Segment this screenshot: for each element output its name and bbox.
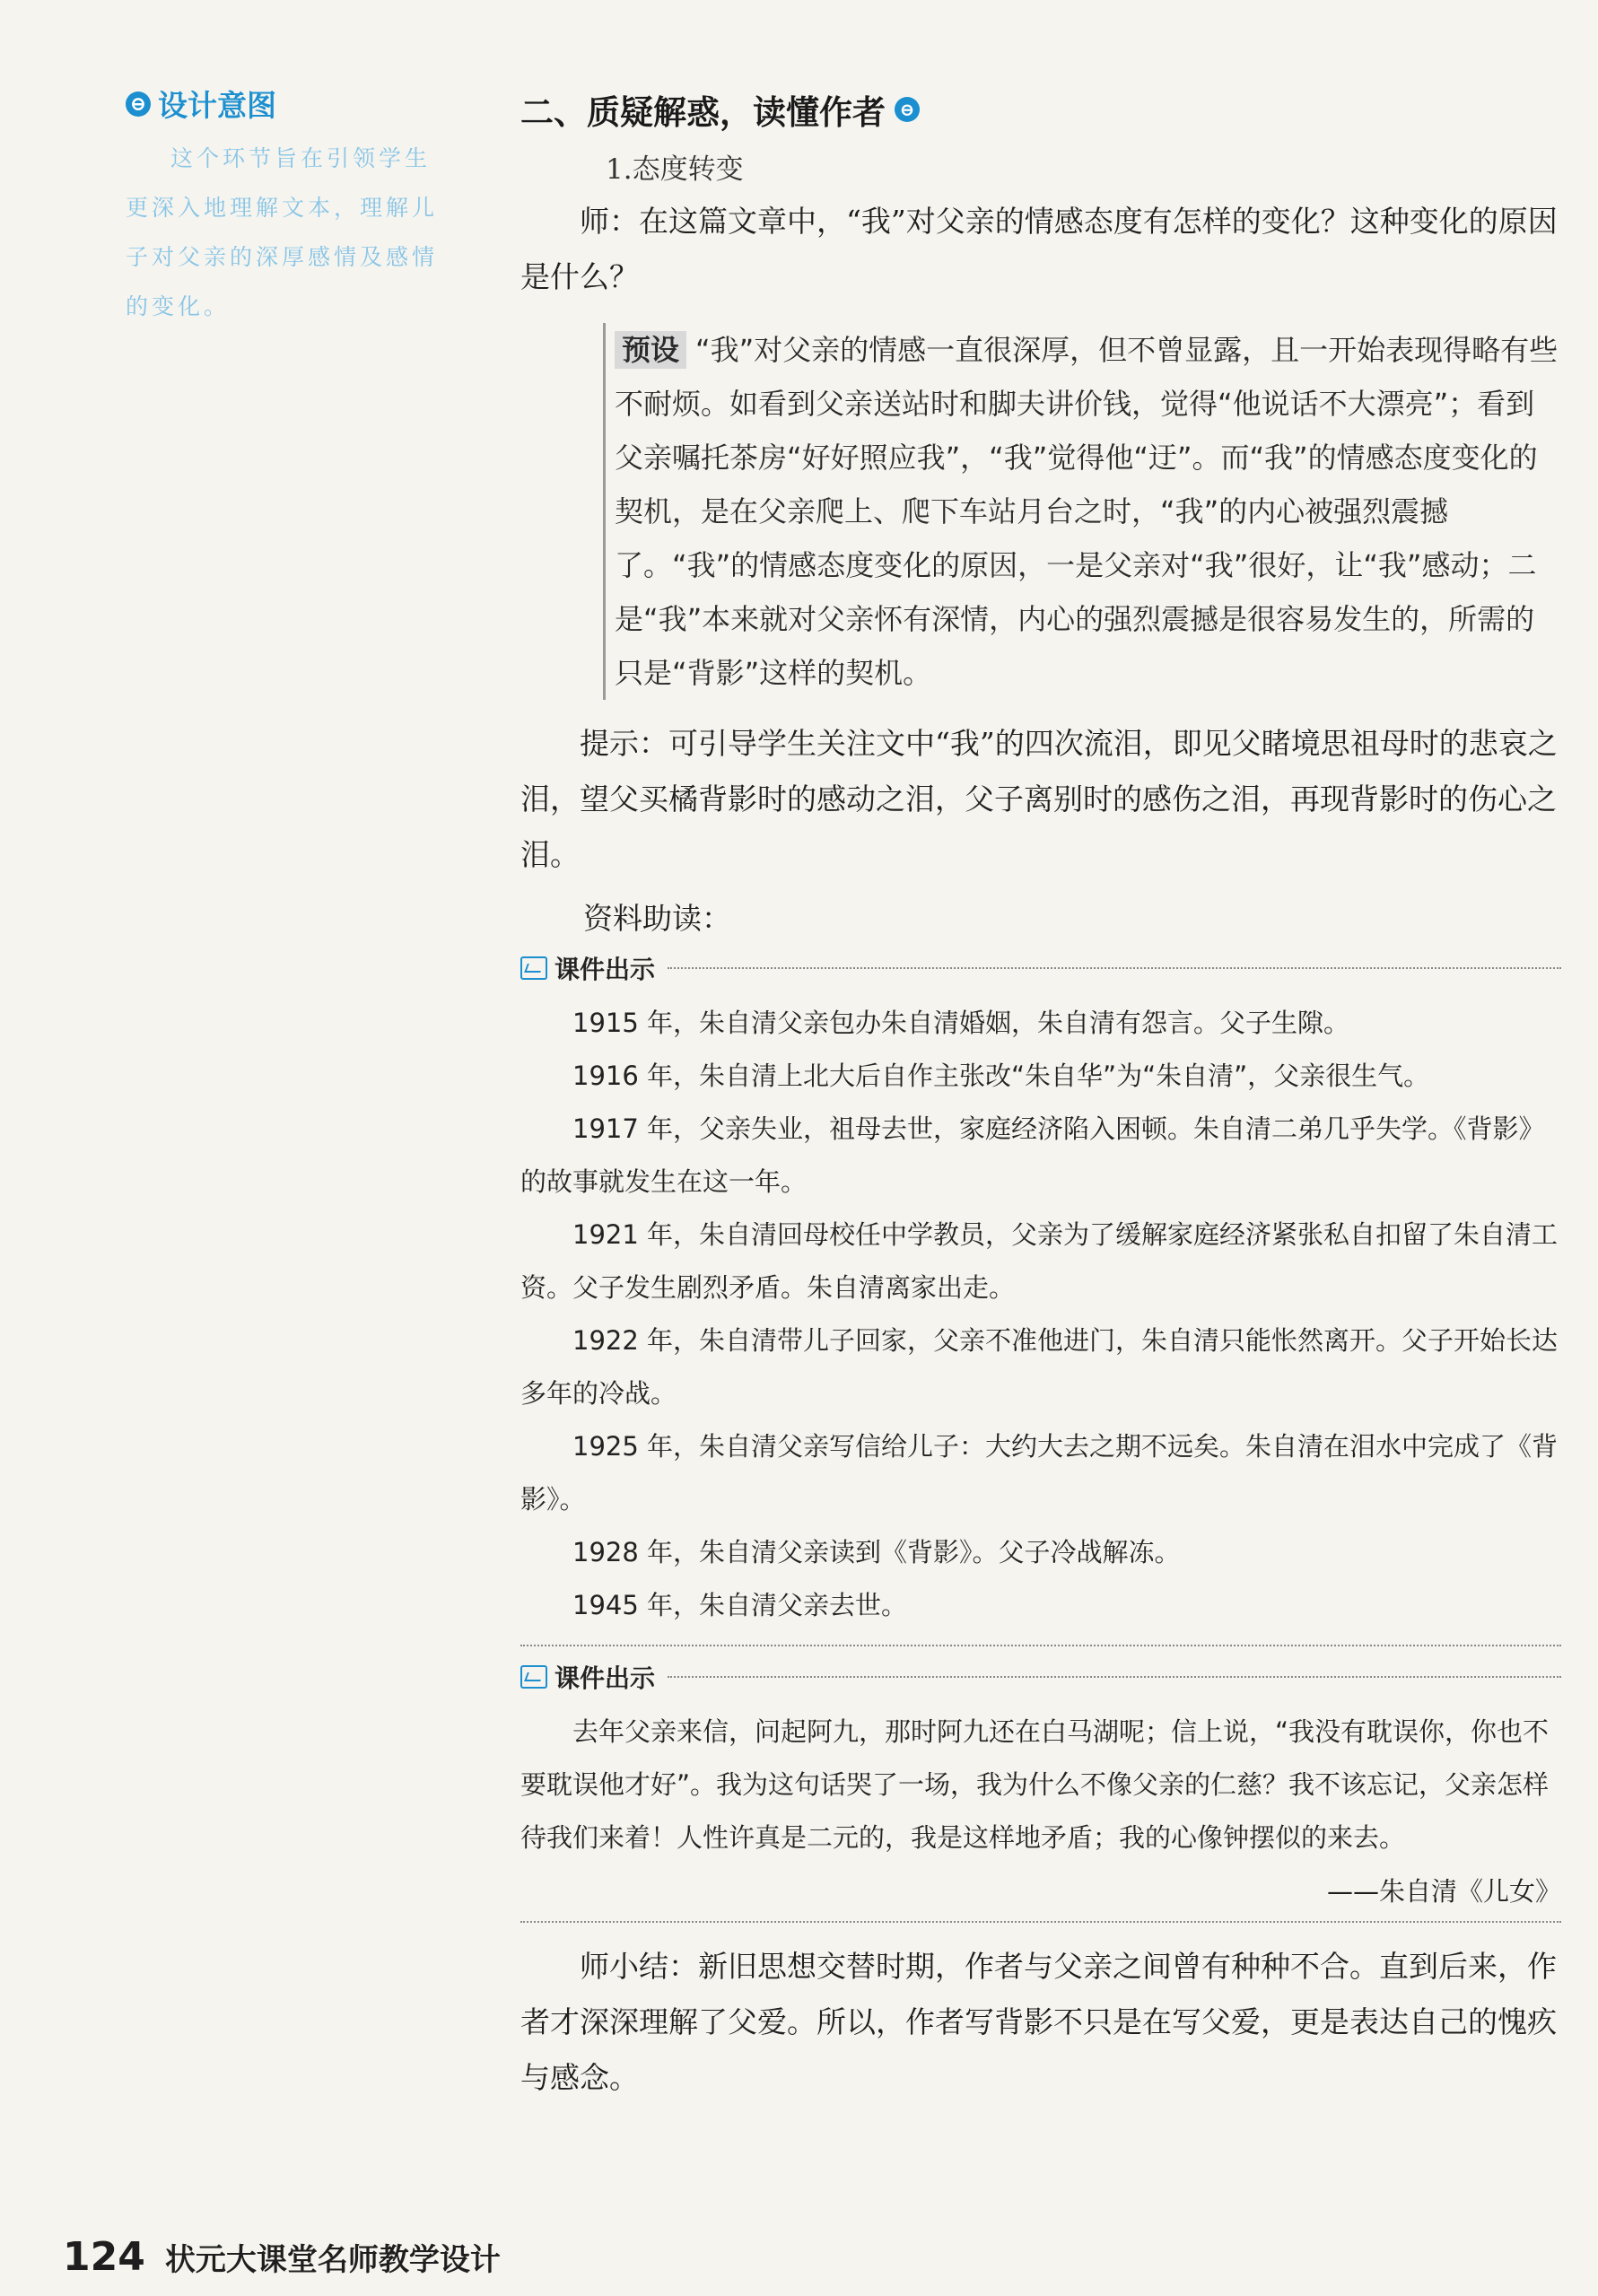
quote-source: ——朱自清《儿女》: [1326, 1876, 1561, 1907]
preset-answer-block: [603, 323, 1561, 700]
timeline-list: [520, 997, 1561, 1632]
section-heading: [520, 85, 1561, 134]
page-number: 124: [63, 2234, 145, 2280]
page-footer: [63, 2234, 501, 2280]
courseware-label-2: 课件出示: [554, 1663, 656, 1693]
dotted-rule: [668, 967, 1561, 969]
design-intent-icon: ⊖: [126, 92, 151, 117]
design-intent-sidebar: [126, 83, 449, 331]
material-label: 资料助读：: [583, 901, 731, 936]
courseware-icon: [520, 956, 547, 980]
timeline-item: 1915 年，朱自清父亲包办朱自清婚姻，朱自清有怨言。父子生隙。: [572, 1008, 1350, 1038]
timeline-item: 1922 年，朱自清带儿子回家，父亲不准他进门，朱自清只能怅然离开。父子开始长达多年的冷战。: [520, 1325, 1559, 1409]
quote-block: [520, 1706, 1561, 1864]
timeline-item: 1925 年，朱自清父亲写信给儿子：大约大去之期不远矣。朱自清在泪水中完成了《背影》。: [520, 1431, 1559, 1515]
preset-text: “我”对父亲的情感一直很深厚，但不曾显露，且一开始表现得略有些不耐烦。如看到父亲送站时和脚夫讲价钱，觉得“他说话不大漂亮”；看到父亲嘱托茶房“好好照应我”，“我”觉得他“迂”。而“我”的情感态度变化的契机，是在父亲爬上、爬下车站月台之时，“我”的内心被强烈震撼了。“我”的情感态度变化的原因，一是父亲对“我”很好，让“我”感动；二是“我”本来就对父亲怀有深情，内心的强烈震撼是很容易发生的，所需的只是“背影”这样的契机。: [615, 333, 1559, 690]
preset-label: 预设: [615, 331, 686, 369]
book-title: 状元大课堂名师教学设计: [164, 2242, 501, 2278]
timeline-item: 1921 年，朱自清回母校任中学教员，父亲为了缓解家庭经济紧张私自扣留了朱自清工资。父子发生剧烈矛盾。朱自清离家出走。: [520, 1219, 1559, 1303]
timeline-item: 1916 年，朱自清上北大后自作主张改“朱自华”为“朱自清”，父亲很生气。: [572, 1061, 1430, 1091]
section-title: 二、质疑解惑，读懂作者: [520, 92, 886, 132]
dotted-rule: [520, 1921, 1561, 1923]
courseware-heading-2: [520, 1659, 1561, 1695]
courseware-heading-1: [520, 950, 1561, 986]
dotted-rule: [668, 1676, 1561, 1678]
timeline-item: 1928 年，朱自清父亲读到《背影》。父子冷战解冻。: [572, 1537, 1181, 1567]
teaching-hint: 提示：可引导学生关注文中“我”的四次流泪，即见父睹境思祖母时的悲哀之泪，望父买橘背影时的感动之泪，父子离别时的感伤之泪，再现背影时的伤心之泪。: [520, 726, 1558, 872]
timeline-item: 1917 年，父亲失业，祖母去世，家庭经济陷入困顿。朱自清二弟几乎失学。《背影》的故事就发生在这一年。: [520, 1113, 1545, 1197]
courseware-icon: [520, 1665, 547, 1689]
section-badge-icon: ⊖: [895, 97, 920, 122]
dotted-rule: [520, 1645, 1561, 1646]
teacher-summary: 师小结：新旧思想交替时期，作者与父亲之间曾有种种不合。直到后来，作者才深深理解了父爱。所以，作者写背影不只是在写父爱，更是表达自己的愧疚与感念。: [520, 1949, 1557, 2095]
design-intent-title: 设计意图: [158, 88, 276, 123]
design-intent-text: 这个环节旨在引领学生更深入地理解文本，理解儿子对父亲的深厚感情及感情的变化。: [126, 145, 439, 319]
teacher-question: 师：在这篇文章中，“我”对父亲的情感态度有怎样的变化？这种变化的原因是什么？: [520, 204, 1558, 294]
section-subtitle: 1.态度转变: [606, 153, 744, 186]
main-content: [520, 85, 1561, 2106]
timeline-item: 1945 年，朱自清父亲去世。: [572, 1590, 908, 1620]
courseware-label-1: 课件出示: [554, 955, 656, 984]
quote-text: 去年父亲来信，问起阿九，那时阿九还在白马湖呢；信上说，“我没有耽误你，你也不要耽误他才好”。我为这句话哭了一场，我为什么不像父亲的仁慈？我不该忘记，父亲怎样待我们来着！人性许真是二元的，我是这样地矛盾；我的心像钟摆似的来去。: [520, 1716, 1550, 1853]
design-intent-heading: [126, 83, 449, 125]
